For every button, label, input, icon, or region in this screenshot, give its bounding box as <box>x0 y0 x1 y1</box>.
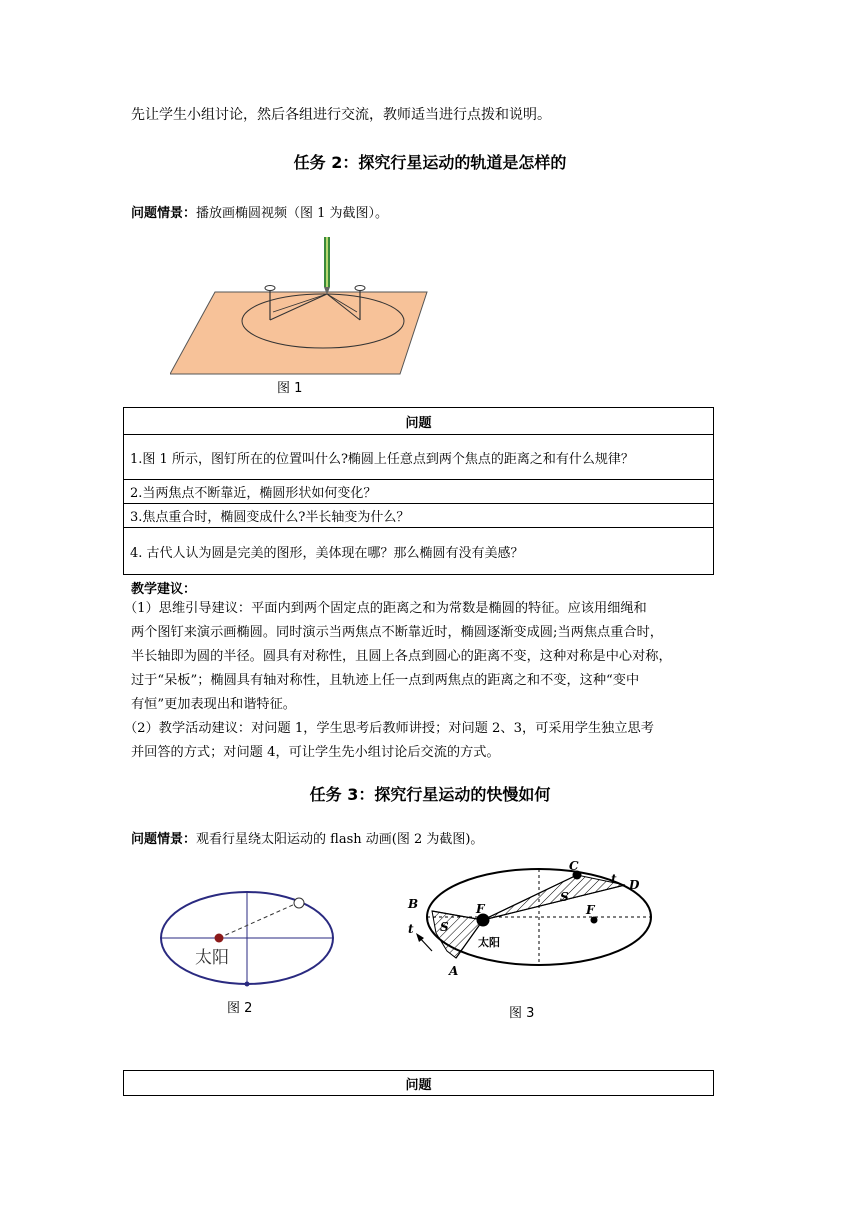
suggestion-line-3: 半长轴即为圆的半径。圆具有对称性，且圆上各点到圆心的距离不变，这种对称是中心对称， <box>131 649 672 664</box>
table1-row-2: 2.当两焦点不断靠近，椭圆形状如何变化？ <box>124 480 714 504</box>
label-S-left: S <box>440 920 449 934</box>
suggestion-line-6: （2）教学活动建议：对问题 1，学生思考后教师讲授；对问题 2、3，可采用学生独立思考 <box>124 721 654 736</box>
label-B: B <box>408 897 419 911</box>
table1-row-3: 3.焦点重合时，椭圆变成什么?半长轴变为什么？ <box>124 504 714 528</box>
task2-heading: 任务 2：探究行星运动的轨道是怎样的 <box>293 153 567 172</box>
pencil-highlight <box>326 237 328 287</box>
bottom-point <box>245 982 250 987</box>
sun-dot <box>215 934 224 943</box>
table2-header: 问题 <box>124 1071 714 1096</box>
suggestion-line-1: （1）思维引导建议：平面内到两个固定点的距离之和为常数是椭圆的特征。应该用细绳和 <box>124 601 647 616</box>
label-S-top: S <box>560 890 569 904</box>
label-A: A <box>449 964 459 978</box>
label-C: C <box>569 859 579 873</box>
task3-heading: 任务 3：探究行星运动的快慢如何 <box>309 785 551 804</box>
planet-dot <box>294 898 304 908</box>
task3-scene-text: 观看行星绕太阳运动的 flash 动画(图 2 为截图)。 <box>196 832 484 847</box>
label-F2: F <box>586 903 595 917</box>
question-table-2 <box>123 1070 714 1096</box>
label-D: D <box>629 878 640 892</box>
label-sun-3: 太阳 <box>478 936 500 949</box>
suggestion-body <box>124 597 724 765</box>
figure2-caption: 图 2 <box>227 1001 253 1016</box>
sun-label: 太阳 <box>195 948 229 968</box>
figure3-kepler-area <box>400 858 660 988</box>
label-t-left: t <box>408 922 414 936</box>
radius-dashed <box>219 904 295 938</box>
suggestion-line-5: 有恒”更加表现出和谐特征。 <box>131 697 296 712</box>
figure1-ellipse-drawing <box>170 232 430 377</box>
figure2-orbit <box>155 888 340 993</box>
suggestion-line-2: 两个图钉来演示画椭圆。同时演示当两焦点不断靠近时，椭圆逐渐变成圆;当两焦点重合时， <box>131 625 663 640</box>
table1-header: 问题 <box>124 408 714 435</box>
empty-focus-3 <box>591 917 598 924</box>
swept-area-right <box>483 875 625 920</box>
task3-scene-label: 问题情景： <box>131 832 197 847</box>
task3-scene <box>131 828 483 847</box>
paper-sheet <box>170 292 427 374</box>
label-F1: F <box>476 902 485 916</box>
table1-row-4: 4. 古代人认为圆是完美的图形，美体现在哪？那么椭圆有没有美感？ <box>124 528 714 575</box>
intro-paragraph: 先让学生小组讨论，然后各组进行交流，教师适当进行点拨和说明。 <box>131 107 551 123</box>
task2-scene-text: 播放画椭圆视频（图 1 为截图）。 <box>196 206 389 221</box>
pin-right-head <box>355 286 365 291</box>
pin-left-head <box>265 286 275 291</box>
figure3-caption: 图 3 <box>509 1006 535 1021</box>
task2-scene <box>131 202 388 221</box>
question-table-1 <box>123 407 714 575</box>
table1-row-1: 1.图 1 所示，图钉所在的位置叫什么?椭圆上任意点到两个焦点的距离之和有什么规律？ <box>124 435 714 480</box>
suggestion-line-7: 并回答的方式；对问题 4，可让学生先小组讨论后交流的方式。 <box>131 745 500 760</box>
figure1-caption: 图 1 <box>277 381 303 396</box>
label-t-top: t <box>611 872 617 886</box>
suggestion-line-4: 过于“呆板”；椭圆具有轴对称性，且轨迹上任一点到两焦点的距离之和不变，这种“变中 <box>131 673 640 688</box>
suggestion-title: 教学建议： <box>131 582 197 597</box>
task2-scene-label: 问题情景： <box>131 206 197 221</box>
